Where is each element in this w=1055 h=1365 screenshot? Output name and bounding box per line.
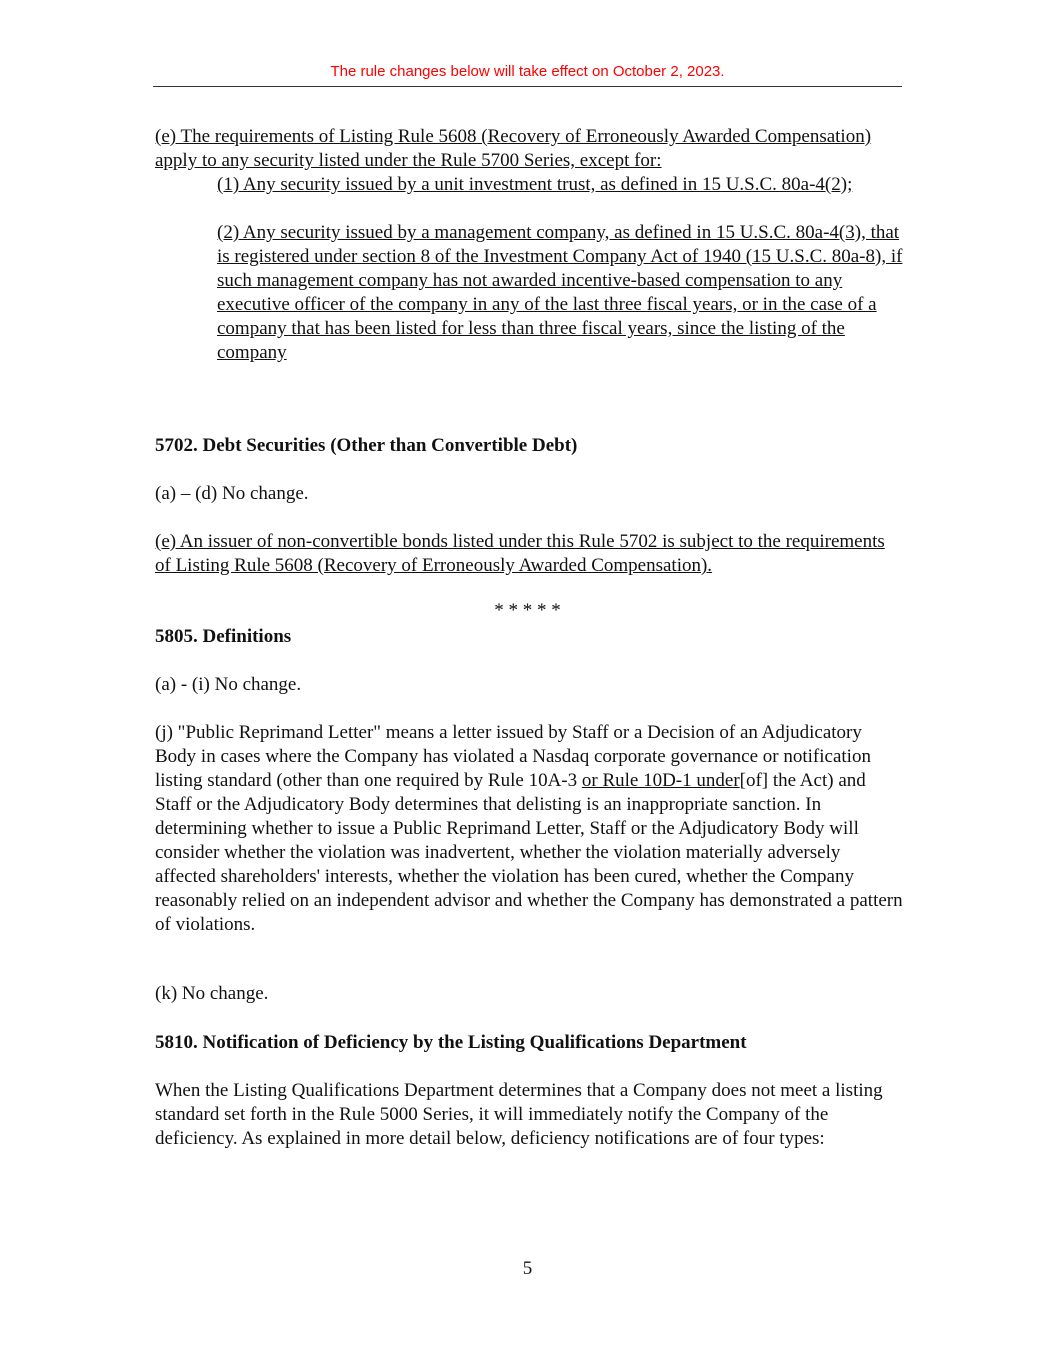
section-separator: * * * * * xyxy=(494,600,561,621)
para-j-text-1: (j) "Public Reprimand Letter" means a letter issued by Staff or a Decision of an Adjudicatory Body in cases where the Company has violated a Nasdaq corporate governance or notification listing standard (other than one required by Rule 10A-3 xyxy=(155,722,871,791)
header-divider xyxy=(153,86,902,87)
para-j-text-2: the Act) and Staff or the Adjudicatory Body determines that delisting is an inappropriate sanction. In determining whether to issue a Public Reprimand Letter, Staff or the Adjudicatory Body will consider whether the violation was inadvertent, whether the violation materially adversely affected shareholders' interests, whether the violation has been cured, whether the Company reasonably relied on an independent advisor and whether the Company has demonstrated a pattern of violations. xyxy=(155,770,903,935)
rule-5700-e-intro: (e) The requirements of Listing Rule 5608 (Recovery of Erroneously Awarded Compensation) apply to any security listed under the Rule 5700 Series, except for: xyxy=(155,126,872,171)
rule-5702-no-change: (a) – (d) No change. xyxy=(155,483,309,504)
rule-5805-para-k: (k) No change. xyxy=(155,983,269,1004)
rule-5805-no-change: (a) - (i) No change. xyxy=(155,674,302,695)
page-number: 5 xyxy=(522,1258,533,1279)
rule-5810-heading: 5810. Notification of Deficiency by the Listing Qualifications Department xyxy=(155,1032,747,1053)
effective-date-notice: The rule changes below will take effect on October 2, 2023. xyxy=(330,63,725,80)
rule-5702-heading: 5702. Debt Securities (Other than Convertible Debt) xyxy=(155,435,578,456)
rule-5805-para-j xyxy=(155,721,905,937)
rule-5810-para: When the Listing Qualifications Department determines that a Company does not meet a listing standard set forth in the Rule 5000 Series, it will immediately notify the Company of the deficiency. As explained in more detail below, deficiency notifications are of four types: xyxy=(155,1080,883,1149)
para-j-inserted-text: or Rule 10D-1 under xyxy=(581,770,740,791)
para-j-deleted-text: [of] xyxy=(739,770,769,791)
rule-5700-e-item-2: (2) Any security issued by a management company, as defined in 15 U.S.C. 80a-4(3), that is registered under section 8 of the Investment Company Act of 1940 (15 U.S.C. 80a-8), if such management company has not awarded incentive-based compensation to any executive officer of the company in any of the last three fiscal years, or in the case of a company that has been listed for less than three fiscal years, since the listing of the company xyxy=(217,222,903,363)
rule-5805-heading: 5805. Definitions xyxy=(155,626,292,647)
rule-5702-para-e: (e) An issuer of non-convertible bonds listed under this Rule 5702 is subject to the requirements of Listing Rule 5608 (Recovery of Erroneously Awarded Compensation). xyxy=(155,531,885,576)
rule-5700-e-item-1: (1) Any security issued by a unit investment trust, as defined in 15 U.S.C. 80a-4(2); xyxy=(217,174,853,195)
